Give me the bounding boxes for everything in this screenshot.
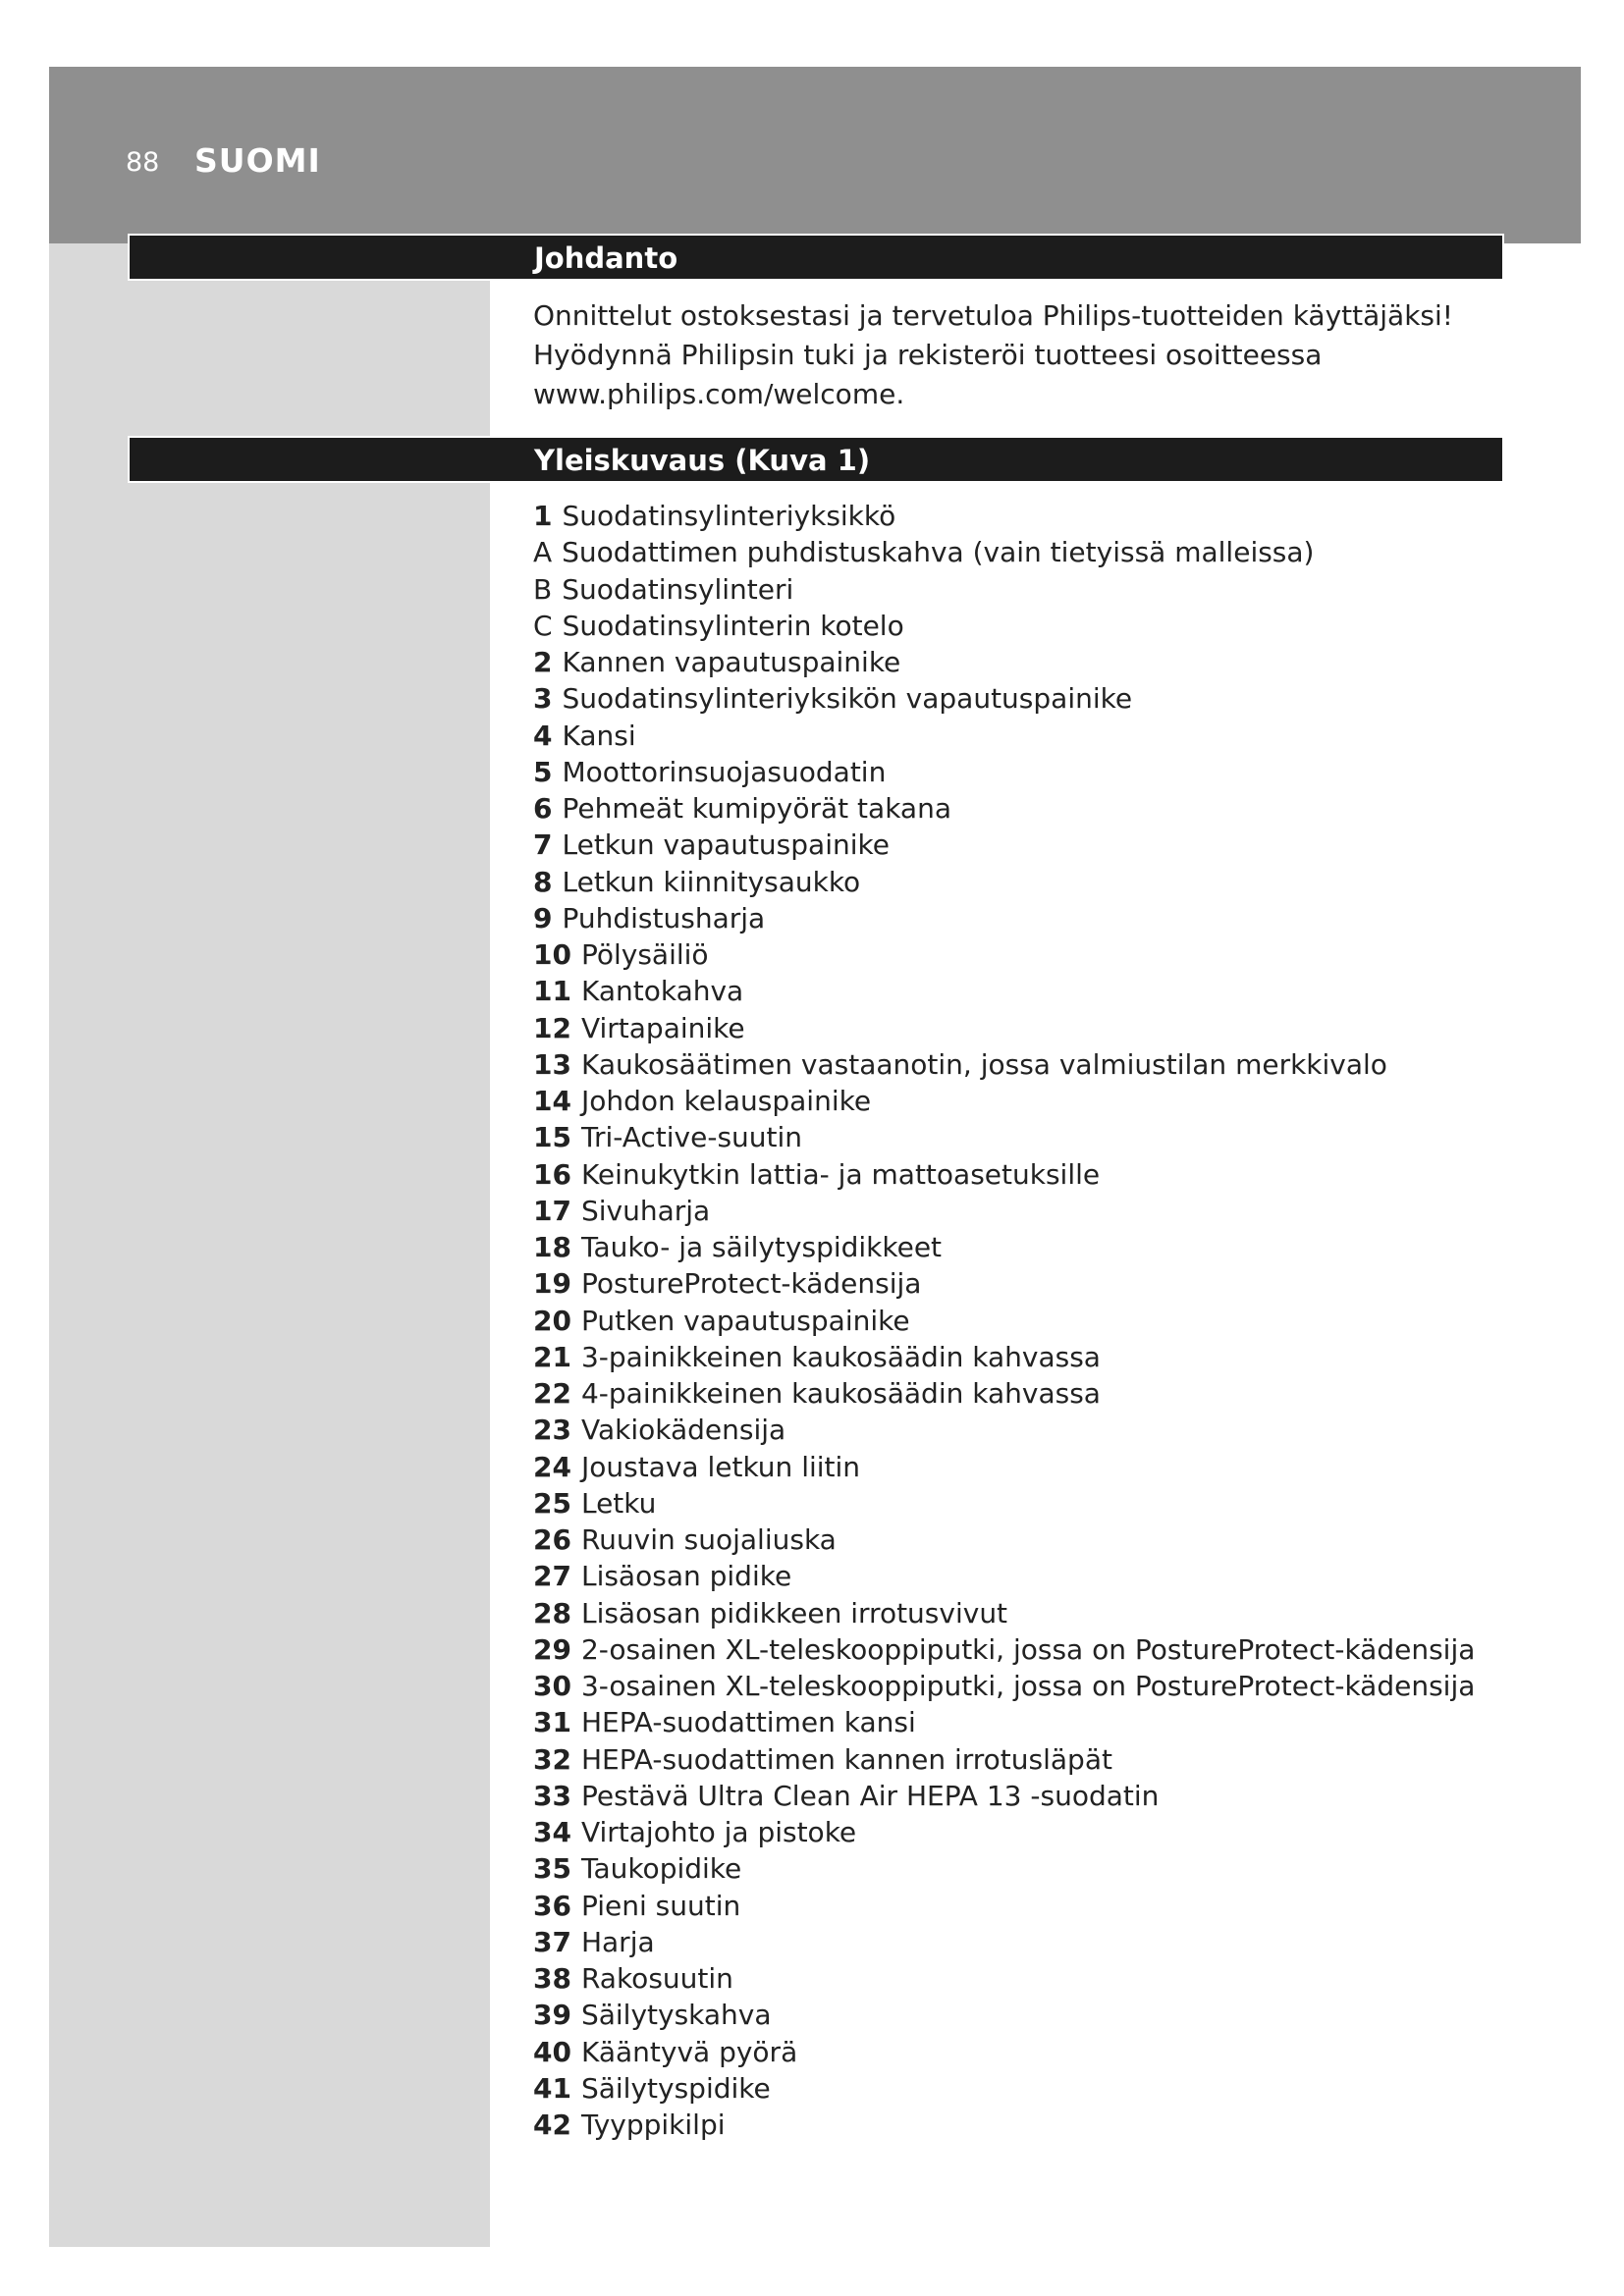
list-item [533,534,1515,570]
item-number: 25 [533,1486,571,1520]
item-number: 26 [533,1523,571,1556]
list-item [533,1485,1515,1522]
item-label: 3-painikkeinen kaukosäädin kahvassa [580,1340,1101,1373]
item-label: Säilytyskahva [580,1999,772,2032]
item-number: 13 [533,1047,571,1081]
list-item [533,936,1515,973]
item-label: Puhdistusharja [562,901,766,934]
list-item [533,1193,1515,1229]
item-number: 33 [533,1779,571,1812]
item-number: 16 [533,1157,571,1191]
item-number: 37 [533,1925,571,1958]
list-item [533,2034,1515,2070]
item-label: Suodatinsylinterin kotelo [562,609,904,642]
list-item [533,1119,1515,1155]
item-number: 11 [533,975,571,1008]
item-number: 15 [533,1121,571,1154]
item-number: 12 [533,1011,571,1044]
list-item [533,754,1515,790]
item-label: Johdon kelauspainike [580,1085,872,1117]
list-item [533,1083,1515,1119]
item-number: 2 [533,646,553,678]
item-number: 19 [533,1267,571,1301]
list-item [533,498,1515,534]
item-number: 14 [533,1085,571,1117]
list-item [533,790,1515,827]
item-label: Taukopidike [580,1852,742,1886]
item-label: HEPA-suodattimen kansi [580,1706,916,1739]
section-header-overview [128,436,1504,483]
list-item [533,1558,1515,1594]
item-number: 5 [533,755,553,788]
item-number: 39 [533,1999,571,2032]
list-item [533,1960,1515,1997]
item-label: Kantokahva [580,975,744,1008]
list-item [533,680,1515,717]
list-item [533,1850,1515,1887]
item-label: Suodattimen puhdistuskahva (vain tietyissä malleissa) [562,536,1315,569]
item-number: 1 [533,500,553,532]
item-label: Tyyppikilpi [580,2109,726,2141]
item-number: 3 [533,682,553,716]
item-label: Sivuharja [580,1194,711,1227]
list-item [533,1265,1515,1302]
list-item [533,1046,1515,1083]
left-margin-column [49,243,490,2247]
list-item [533,1924,1515,1960]
item-number: 9 [533,901,553,934]
item-label: Lisäosan pidike [580,1560,792,1593]
list-item [533,2107,1515,2143]
list-item [533,1522,1515,1558]
intro-paragraph: Onnittelut ostoksestasi ja tervetuloa Philips-tuotteiden käyttäjäksi! Hyödynnä Philipsin tuki ja rekisteröi tuotteesi osoitteessa www.philips.com/welcome. [533,299,1454,410]
list-item [533,1229,1515,1265]
item-label: Pieni suutin [580,1889,741,1922]
item-label: Keinukytkin lattia- ja mattoasetuksille [580,1157,1101,1191]
item-label: Putken vapautuspainike [580,1304,910,1337]
item-number: 38 [533,1962,571,1995]
item-number: 23 [533,1414,571,1447]
item-number: 41 [533,2071,571,2105]
item-label: Kaukosäätimen vastaanotin, jossa valmiustilan merkkivalo [580,1047,1387,1081]
item-label: Harja [580,1925,655,1958]
list-item [533,1595,1515,1631]
item-label: Vakiokädensija [580,1414,786,1447]
item-number: 8 [533,865,553,898]
item-number: 21 [533,1340,571,1373]
item-label: Letkun vapautuspainike [562,828,890,862]
item-number: B [533,572,553,606]
list-item [533,1631,1515,1668]
item-number: 17 [533,1194,571,1227]
item-label: Virtapainike [580,1011,745,1044]
item-label: 3-osainen XL-teleskooppiputki, jossa on PostureProtect-kädensija [580,1670,1476,1702]
list-item [533,718,1515,754]
list-item [533,1888,1515,1924]
section-title: Johdanto [534,241,678,275]
item-label: Rakosuutin [580,1962,733,1995]
list-item [533,1668,1515,1704]
parts-list [533,498,1515,2143]
item-label: Suodatinsylinteriyksikkö [562,500,896,532]
item-label: Letku [580,1486,657,1520]
item-number: 30 [533,1670,571,1702]
list-item [533,1156,1515,1193]
list-item [533,1010,1515,1046]
item-label: 4-painikkeinen kaukosäädin kahvassa [580,1377,1101,1410]
page-number: 88 [126,147,160,178]
list-item [533,973,1515,1009]
item-number: 35 [533,1852,571,1886]
item-number: 29 [533,1632,571,1666]
item-label: Kääntyvä pyörä [580,2035,798,2068]
item-label: PostureProtect-kädensija [580,1267,922,1301]
item-label: Lisäosan pidikkeen irrotusvivut [580,1596,1008,1629]
item-number: 36 [533,1889,571,1922]
item-number: 7 [533,828,553,862]
list-item [533,644,1515,680]
item-number: 22 [533,1377,571,1410]
item-number: 6 [533,792,553,825]
item-label: Pehmeät kumipyörät takana [562,792,951,825]
item-number: 27 [533,1560,571,1593]
section-header-intro [128,234,1504,281]
list-item [533,1303,1515,1339]
item-number: 24 [533,1450,571,1483]
item-label: Joustava letkun liitin [580,1450,861,1483]
item-label: Letkun kiinnitysaukko [562,865,861,898]
item-number: 10 [533,938,571,971]
list-item [533,864,1515,900]
list-item [533,1778,1515,1814]
list-item [533,1997,1515,2033]
section-title: Yleiskuvaus (Kuva 1) [534,444,871,477]
item-number: 42 [533,2109,571,2141]
item-label: HEPA-suodattimen kannen irrotusläpät [580,1742,1112,1776]
list-item [533,1741,1515,1778]
list-item [533,1449,1515,1485]
item-label: Pölysäiliö [580,938,709,971]
item-number: 34 [533,1816,571,1848]
list-item [533,1704,1515,1740]
item-label: Tauko- ja säilytyspidikkeet [580,1231,943,1263]
list-item [533,608,1515,644]
item-number: 20 [533,1304,571,1337]
item-label: Säilytyspidike [580,2071,771,2105]
list-item [533,2070,1515,2107]
list-item [533,900,1515,936]
item-label: Tri-Active-suutin [580,1121,803,1154]
item-label: Suodatinsylinteri [562,572,794,606]
item-number: A [533,536,553,569]
list-item [533,1375,1515,1412]
list-item [533,1814,1515,1850]
item-number: 4 [533,719,553,752]
item-label: 2-osainen XL-teleskooppiputki, jossa on PostureProtect-kädensija [580,1632,1476,1666]
item-label: Pestävä Ultra Clean Air HEPA 13 -suodatin [580,1779,1160,1812]
item-number: 31 [533,1706,571,1739]
list-item [533,1412,1515,1448]
item-label: Ruuvin suojaliuska [580,1523,837,1556]
item-label: Suodatinsylinteriyksikön vapautuspainike [562,682,1133,716]
list-item [533,1339,1515,1375]
list-item [533,571,1515,608]
item-number: 28 [533,1596,571,1629]
item-label: Moottorinsuojasuodatin [562,755,887,788]
item-label: Virtajohto ja pistoke [580,1816,857,1848]
item-number: 32 [533,1742,571,1776]
item-label: Kansi [562,719,636,752]
list-item [533,827,1515,863]
language-title: SUOMI [194,141,321,180]
item-number: 18 [533,1231,571,1263]
item-number: C [533,609,553,642]
item-label: Kannen vapautuspainike [562,646,901,678]
item-number: 40 [533,2035,571,2068]
